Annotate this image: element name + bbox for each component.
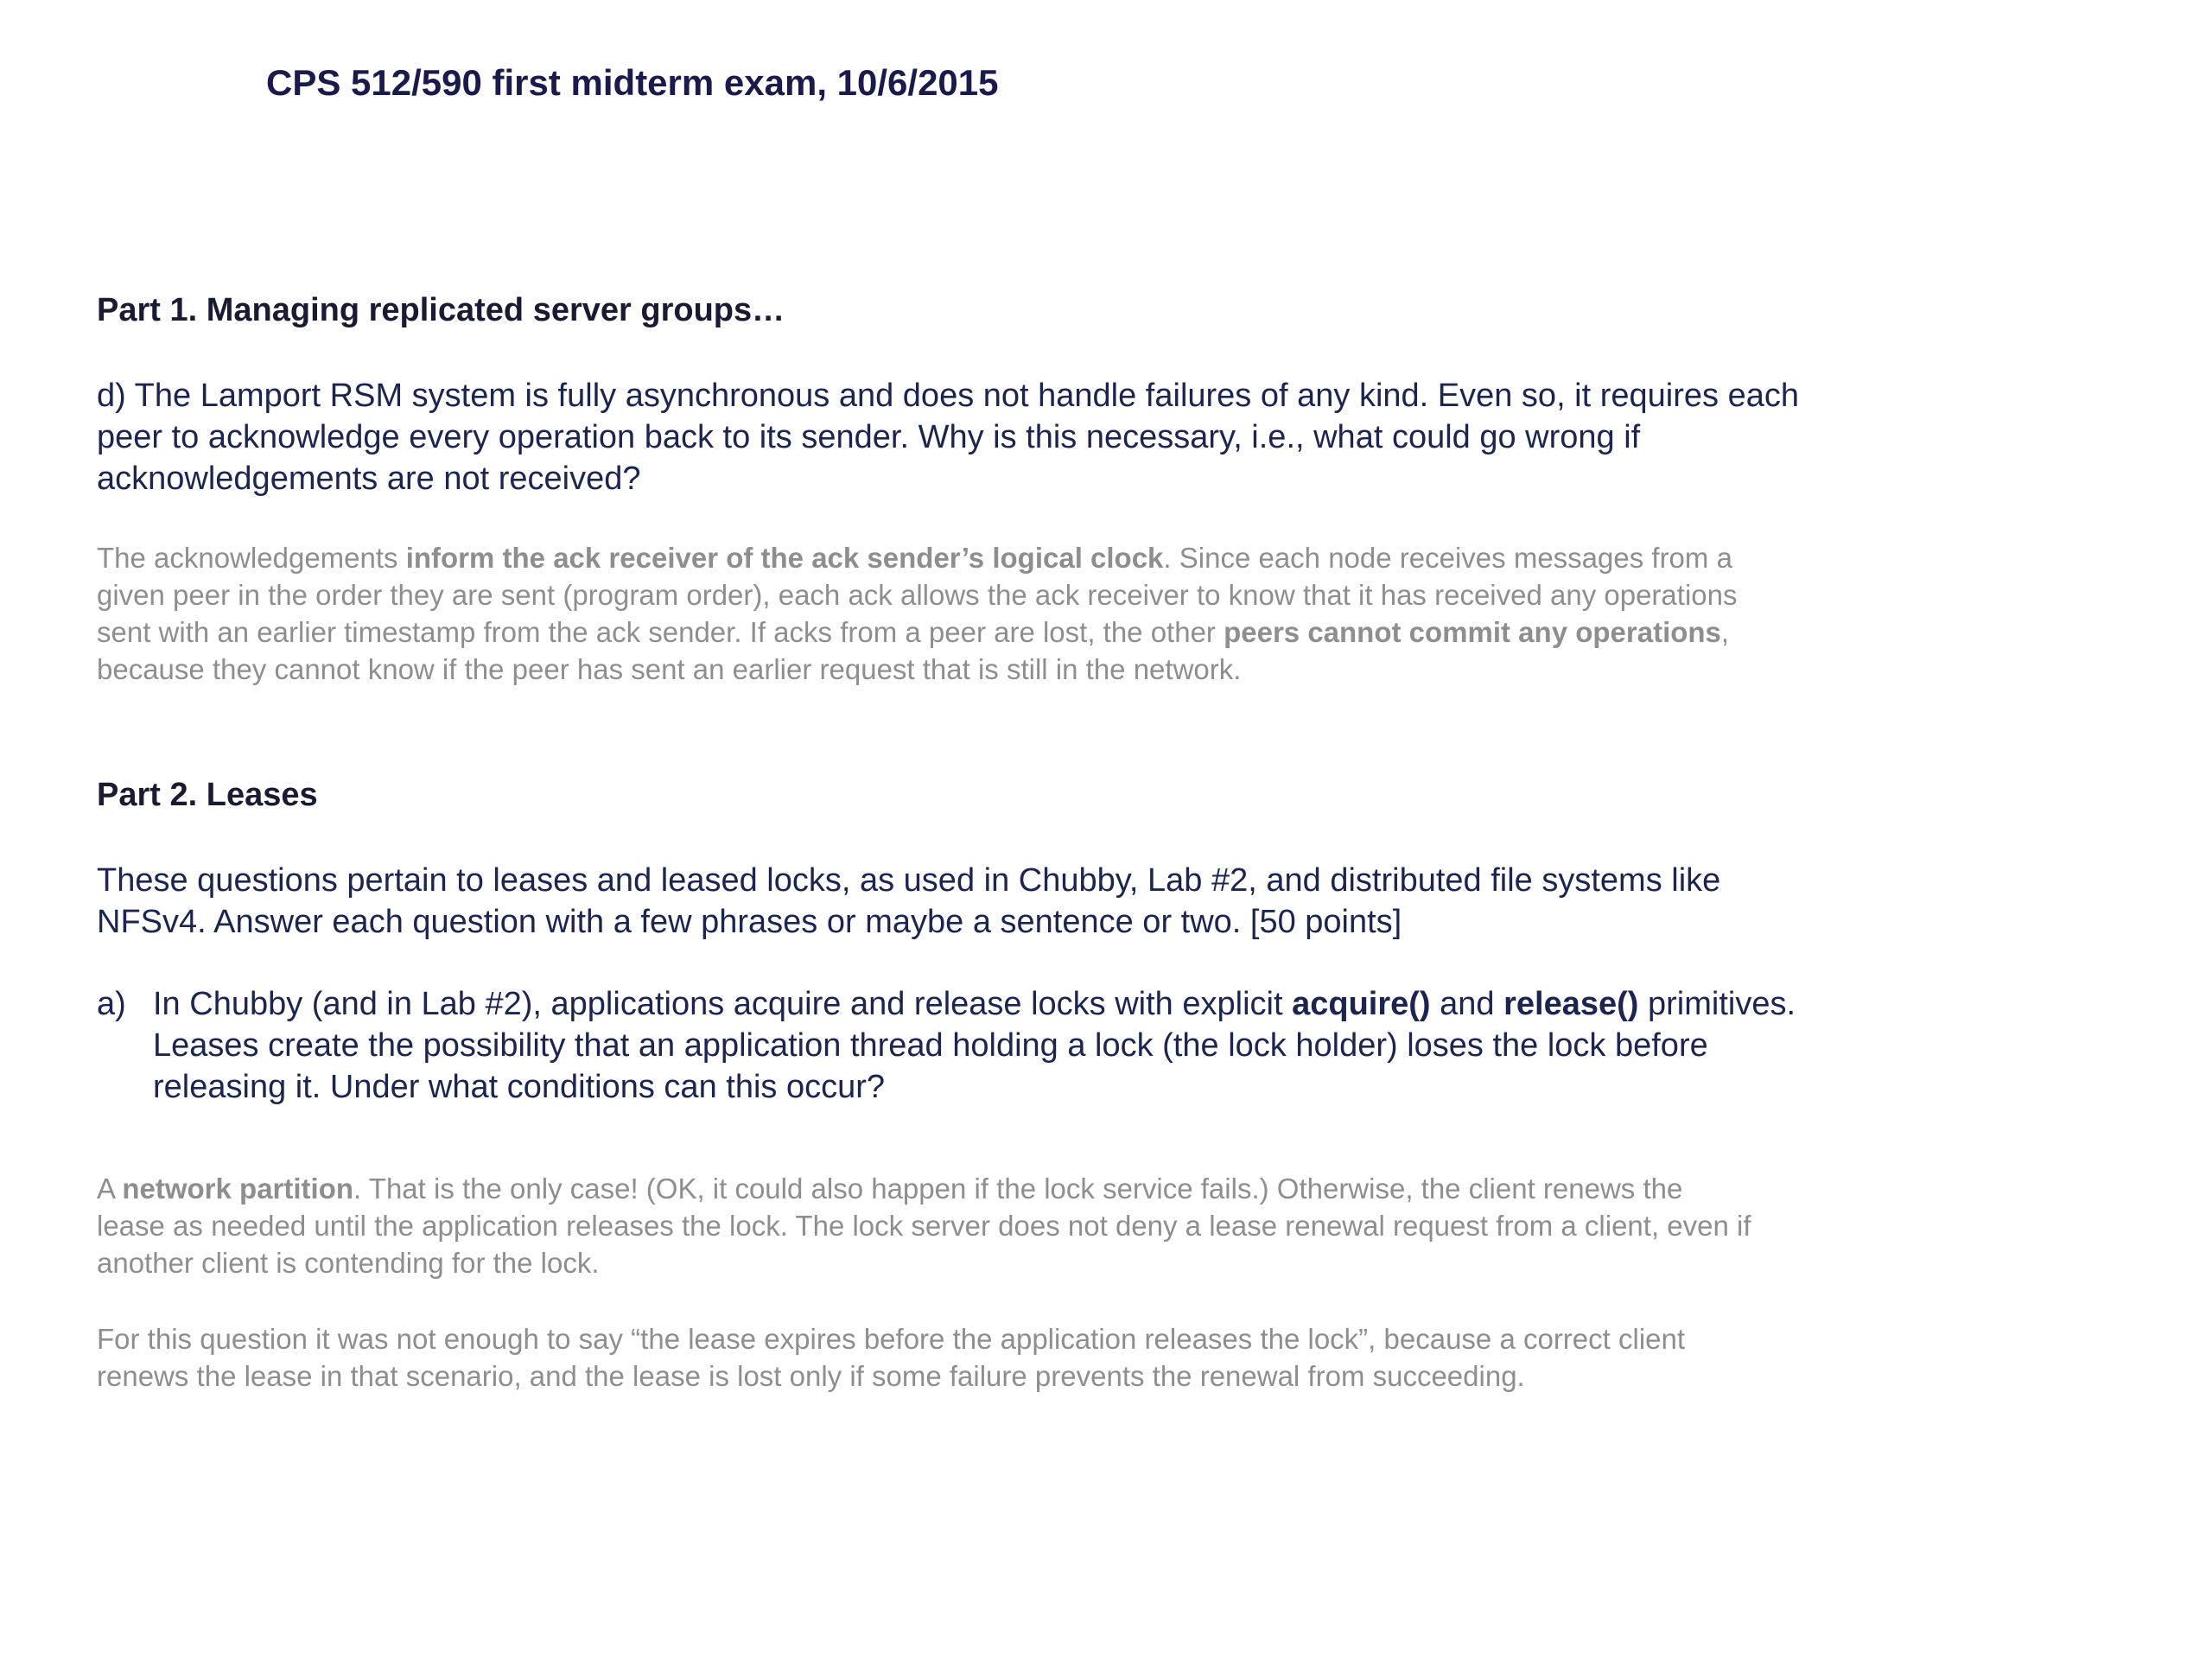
answer-line: For this question it was not enough to say “the lease expires before the application releases the lock”, because a correct client	[97, 1323, 1686, 1355]
answer-line	[97, 1170, 1998, 1207]
part2-heading: Part 2. Leases	[97, 777, 318, 813]
answer-text: sent with an earlier timestamp from the ack sender. If acks from a peer are lost, the other	[97, 616, 1224, 648]
answer-line	[97, 613, 1998, 651]
answer-text: The acknowledgements	[97, 542, 406, 574]
part2-answer-a1	[97, 1170, 1998, 1281]
question-body	[153, 983, 1967, 1108]
part1-question-d	[97, 375, 1955, 499]
question-line: releasing it. Under what conditions can this occur?	[153, 1069, 886, 1105]
exam-title: CPS 512/590 first midterm exam, 10/6/2015	[266, 62, 999, 103]
question-text: primitives.	[1638, 986, 1796, 1022]
part1-answer-d	[97, 539, 1998, 688]
part2-answer-a2	[97, 1320, 1998, 1395]
answer-emphasis: network partition	[122, 1173, 354, 1205]
answer-emphasis: peers cannot commit any operations	[1224, 616, 1721, 648]
answer-text: ,	[1720, 616, 1730, 648]
acquire-code: acquire()	[1292, 986, 1431, 1022]
question-line: peer to acknowledge every operation back to its sender. Why is this necessary, i.e., what could go wrong if	[97, 419, 1641, 455]
question-line: Leases create the possibility that an application thread holding a lock (the lock holder) loses the lock before	[153, 1027, 1708, 1064]
part1-heading: Part 1. Managing replicated server groups…	[97, 292, 785, 328]
answer-line: given peer in the order they are sent (program order), each ack allows the ack receiver to know that it has received any operations	[97, 579, 1738, 611]
answer-line: lease as needed until the application releases the lock. The lock server does not deny a lease renewal request from a client, even if	[97, 1210, 1751, 1242]
question-line: acknowledgements are not received?	[97, 461, 641, 497]
question-line	[153, 983, 1967, 1025]
intro-line: NFSv4. Answer each question with a few phrases or maybe a sentence or two. [50 points]	[97, 904, 1402, 940]
question-text: and	[1430, 986, 1504, 1022]
answer-text: . Since each node receives messages from a	[1163, 542, 1732, 574]
answer-emphasis: inform the ack receiver of the ack sender’s logical clock	[405, 542, 1164, 574]
question-text: In Chubby (and in Lab #2), applications acquire and release locks with explicit	[153, 986, 1293, 1022]
answer-text: A	[97, 1173, 123, 1205]
answer-line: another client is contending for the lock.	[97, 1247, 600, 1279]
answer-text: . That is the only case! (OK, it could also happen if the lock service fails.) Otherwise, the client renews the	[353, 1173, 1683, 1205]
part2-intro	[97, 860, 1955, 943]
answer-line: because they cannot know if the peer has sent an earlier request that is still in the network.	[97, 653, 1242, 685]
question-marker: a)	[97, 986, 126, 1022]
question-line: d) The Lamport RSM system is fully asynchronous and does not handle failures of any kind. Even so, it requires each	[97, 378, 1799, 414]
answer-line: renews the lease in that scenario, and the lease is lost only if some failure prevents the renewal from succeeding.	[97, 1360, 1525, 1392]
intro-line: These questions pertain to leases and leased locks, as used in Chubby, Lab #2, and distributed file systems like	[97, 862, 1721, 899]
answer-line	[97, 539, 1998, 576]
release-code: release()	[1503, 986, 1639, 1022]
